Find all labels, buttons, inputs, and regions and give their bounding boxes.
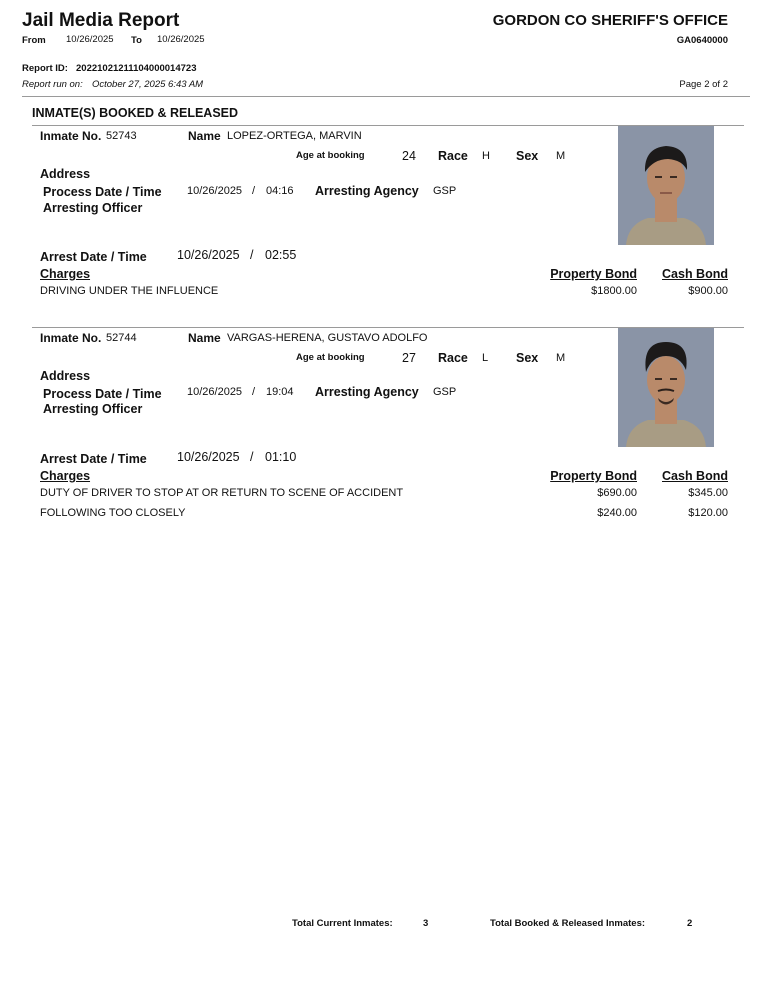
charge-cash-bond: $120.00	[688, 507, 728, 519]
run-on-date: October 27, 2025 6:43 AM	[92, 79, 204, 90]
process-slash: /	[252, 185, 256, 197]
sex-label: Sex	[516, 351, 539, 365]
page-number: Page 2 of 2	[679, 79, 728, 90]
cash-bond-label: Cash Bond	[662, 267, 728, 281]
process-slash: /	[252, 386, 256, 398]
charges-label: Charges	[40, 267, 91, 281]
agency-name: GORDON CO SHERIFF'S OFFICE	[492, 12, 728, 29]
arrest-time: 01:10	[265, 450, 297, 464]
race-value: L	[482, 352, 489, 364]
agency-id: GA0640000	[676, 35, 728, 46]
property-bond-label: Property Bond	[550, 469, 637, 483]
name-label: Name	[188, 331, 221, 345]
officer-label: Arresting Officer	[43, 402, 143, 416]
report-id-label: Report ID:	[22, 63, 68, 74]
process-time: 04:16	[266, 185, 294, 197]
total-released-label: Total Booked & Released Inmates:	[490, 918, 646, 929]
charge-desc: DRIVING UNDER THE INFLUENCE	[40, 285, 219, 297]
race-label: Race	[438, 149, 468, 163]
from-label: From	[22, 35, 46, 46]
inmate-name: VARGAS-HERENA, GUSTAVO ADOLFO	[227, 332, 428, 344]
arrest-slash: /	[250, 248, 254, 262]
header-rule	[22, 96, 750, 97]
age-label: Age at booking	[296, 150, 365, 161]
charges-label: Charges	[40, 469, 91, 483]
process-date: 10/26/2025	[187, 386, 243, 398]
inmate-no: 52743	[106, 130, 137, 142]
arrest-date: 10/26/2025	[177, 450, 240, 464]
officer-label: Arresting Officer	[43, 201, 143, 215]
report-title: Jail Media Report	[22, 10, 180, 31]
report-id: 20221021211104000014723	[76, 63, 197, 74]
total-current-label: Total Current Inmates:	[292, 918, 393, 929]
arrest-slash: /	[250, 450, 254, 464]
arresting-agency-label: Arresting Agency	[315, 184, 419, 198]
arresting-agency-value: GSP	[433, 386, 457, 398]
race-value: H	[482, 150, 490, 162]
total-current-value: 3	[423, 918, 429, 929]
address-label: Address	[40, 369, 91, 383]
cash-bond-label: Cash Bond	[662, 469, 728, 483]
total-released-value: 2	[687, 918, 693, 929]
from-date: 10/26/2025	[66, 34, 114, 45]
charge-cash-bond: $900.00	[688, 285, 728, 297]
name-label: Name	[188, 129, 221, 143]
process-label: Process Date / Time	[43, 387, 162, 401]
age-value: 24	[402, 149, 416, 163]
charge-cash-bond: $345.00	[688, 487, 728, 499]
charge-desc: FOLLOWING TOO CLOSELY	[40, 507, 186, 519]
charge-property-bond: $1800.00	[591, 285, 637, 297]
to-date: 10/26/2025	[157, 34, 205, 45]
inmate-name: LOPEZ-ORTEGA, MARVIN	[227, 130, 362, 142]
arrest-time: 02:55	[265, 248, 297, 262]
arresting-agency-label: Arresting Agency	[315, 385, 419, 399]
run-on-label: Report run on:	[22, 79, 83, 90]
charge-property-bond: $240.00	[597, 507, 637, 519]
sex-value: M	[556, 352, 566, 364]
sex-label: Sex	[516, 149, 539, 163]
inmate-photo	[618, 126, 714, 245]
address-label: Address	[40, 167, 91, 181]
race-label: Race	[438, 351, 468, 365]
age-label: Age at booking	[296, 352, 365, 363]
section-title: INMATE(S) BOOKED & RELEASED	[32, 106, 239, 120]
process-time: 19:04	[266, 386, 294, 398]
inmate-no-label: Inmate No.	[40, 331, 102, 345]
inmate-photo	[618, 328, 714, 447]
arrest-label: Arrest Date / Time	[40, 250, 147, 264]
sex-value: M	[556, 150, 566, 162]
to-label: To	[131, 35, 142, 46]
arrest-label: Arrest Date / Time	[40, 452, 147, 466]
process-label: Process Date / Time	[43, 185, 162, 199]
charge-desc: DUTY OF DRIVER TO STOP AT OR RETURN TO SCENE OF ACCIDENT	[40, 487, 404, 499]
age-value: 27	[402, 351, 416, 365]
arrest-date: 10/26/2025	[177, 248, 240, 262]
process-date: 10/26/2025	[187, 185, 243, 197]
inmate-no-label: Inmate No.	[40, 129, 102, 143]
property-bond-label: Property Bond	[550, 267, 637, 281]
arresting-agency-value: GSP	[433, 185, 457, 197]
inmate-no: 52744	[106, 332, 137, 344]
charge-property-bond: $690.00	[597, 487, 637, 499]
